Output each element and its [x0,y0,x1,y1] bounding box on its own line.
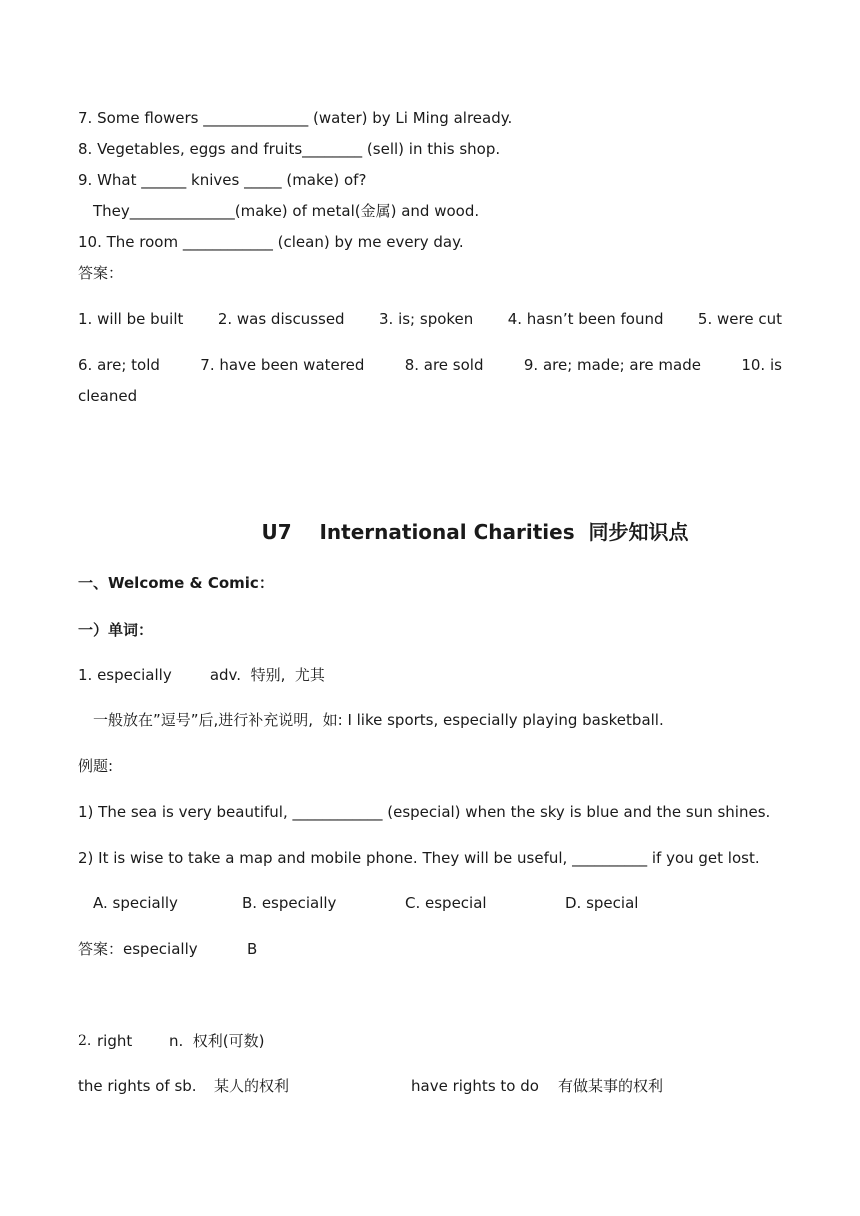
option-d: D. special [565,894,639,912]
phrase-1-en: the rights of sb. [78,1077,197,1095]
exercise-q9-answer-line: They______________(make) of metal(金属) and wood. [93,202,480,220]
answer-item: 5. were cut [697,310,782,328]
answer-item: 2. was discussed [217,310,345,328]
answers-row-2 [78,355,782,375]
section-heading: 一、Welcome & Comic： [78,574,274,592]
subsection-heading: 一）单词： [78,621,154,639]
exercise-q8: 8. Vegetables, eggs and fruits________ (sell) in this shop. [78,140,501,158]
exercise-q10: 10. The room ____________ (clean) by me every day. [78,233,464,251]
example-answer: 答案：especially [78,940,198,958]
phrase-2-zh: 有做某事的权利 [558,1077,664,1095]
answer-item: 8. are sold [404,356,484,374]
option-b: B. especially [242,894,337,912]
answer-item: 1. will be built [78,310,184,328]
answers-row-1 [78,309,782,329]
word-entry-number: 2. [78,1033,92,1049]
answer-item: 6. are; told [78,356,160,374]
exercise-q7: 7. Some flowers ______________ (water) by Li Ming already. [78,109,513,127]
exercise-q9: 9. What ______ knives _____ (make) of? [78,171,367,189]
example-label: 例题: [78,757,114,775]
option-c: C. especial [405,894,487,912]
answers-row-2-continuation: cleaned [78,387,138,405]
phrase-1-zh: 某人的权利 [214,1077,290,1095]
word-entry-especially: 1. especially adv. 特别, 尤其 [78,666,325,684]
usage-note: 一般放在”逗号”后,进行补充说明, 如: I like sports, especially playing basketball. [93,711,664,729]
example-question-2: 2) It is wise to take a map and mobile phone. They will be useful, __________ if you get lost. [78,849,760,867]
unit-title: U7 International Charities 同步知识点 [261,520,689,544]
example-answer-choice: B [247,940,258,958]
answer-item: 10. is [741,356,782,374]
option-a: A. specially [93,894,178,912]
word-entry-right: right [97,1032,133,1050]
example-question-1: 1) The sea is very beautiful, ____________ (especial) when the sky is blue and the sun shines. [78,803,771,821]
answer-item: 4. hasn’t been found [507,310,664,328]
word-entry-pos: n. 权利(可数) [169,1032,265,1050]
answers-label: 答案： [78,264,124,282]
answer-item: 3. is; spoken [379,310,474,328]
answer-item: 9. are; made; are made [523,356,701,374]
phrase-2-en: have rights to do [411,1077,539,1095]
answer-item: 7. have been watered [200,356,365,374]
